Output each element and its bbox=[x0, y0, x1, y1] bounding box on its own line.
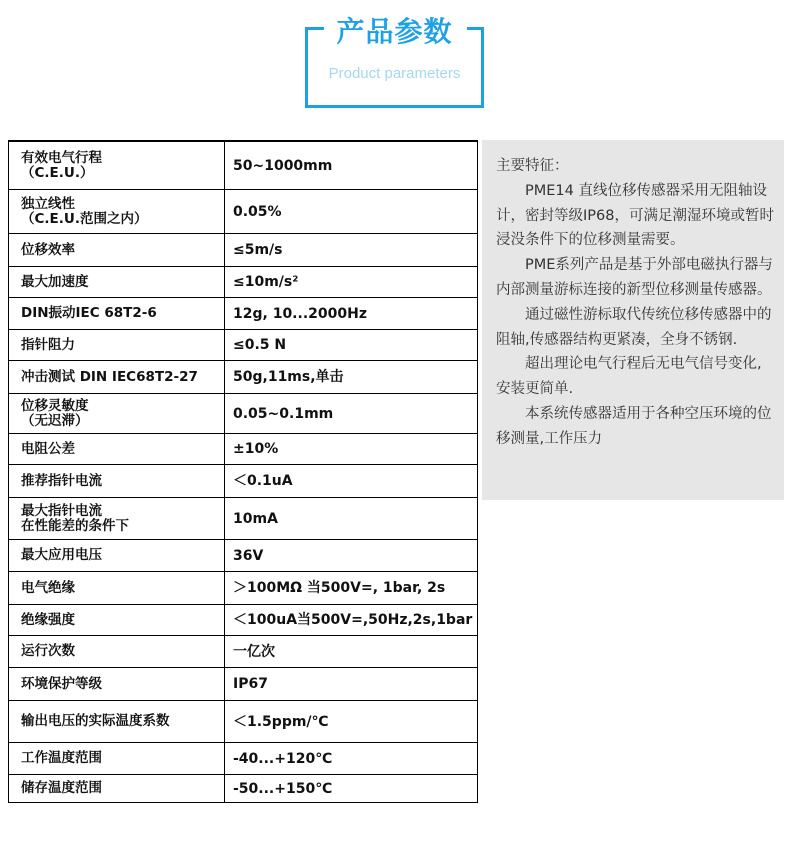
feature-paragraph: 通过磁性游标取代传统位移传感器中的阻轴,传感器结构更紧凑，全身不锈钢. bbox=[496, 306, 772, 348]
spec-label-line: （C.E.U.） bbox=[21, 164, 94, 181]
spec-label-line: （C.E.U.范围之内） bbox=[21, 210, 148, 227]
spec-value: 0.05% bbox=[233, 203, 282, 220]
spec-value: 50~1000mm bbox=[233, 157, 333, 174]
spec-label bbox=[9, 267, 225, 297]
spec-row bbox=[9, 394, 477, 434]
spec-label-line: 电气绝缘 bbox=[21, 579, 75, 596]
spec-label bbox=[9, 361, 225, 393]
spec-label bbox=[9, 636, 225, 667]
spec-label bbox=[9, 668, 225, 700]
page-subtitle: Product parameters bbox=[328, 65, 461, 82]
spec-value: ＜0.1uA bbox=[233, 473, 293, 489]
feature-paragraph: PME系列产品是基于外部电磁执行器与内部测量游标连接的新型位移测量传感器。 bbox=[496, 257, 773, 298]
spec-value: ＜1.5ppm/℃ bbox=[233, 713, 329, 730]
spec-label bbox=[9, 434, 225, 464]
spec-row bbox=[9, 465, 477, 498]
spec-row bbox=[9, 361, 477, 394]
spec-row bbox=[9, 701, 477, 743]
spec-label bbox=[9, 465, 225, 497]
feature-paragraph: 本系统传感器适用于各种空压环境的位移测量,工作压力 bbox=[496, 405, 772, 447]
spec-row bbox=[9, 743, 477, 775]
spec-value: ≤0.5 N bbox=[233, 337, 287, 353]
spec-label-line: 独立线性 bbox=[21, 195, 75, 212]
spec-value: -50...+150℃ bbox=[233, 780, 333, 797]
spec-label bbox=[9, 572, 225, 604]
spec-row bbox=[9, 775, 477, 802]
spec-table bbox=[8, 140, 478, 803]
spec-value: 10mA bbox=[233, 510, 278, 527]
spec-label bbox=[9, 605, 225, 635]
spec-value: -40...+120℃ bbox=[233, 750, 333, 767]
spec-label bbox=[9, 775, 225, 802]
spec-label bbox=[9, 298, 225, 329]
spec-label-line: 输出电压的实际温度系数 bbox=[21, 713, 170, 729]
spec-value: ＜100uA当500V=,50Hz,2s,1bar bbox=[233, 612, 473, 628]
spec-value: ≤5m/s bbox=[233, 242, 283, 258]
spec-row bbox=[9, 234, 477, 267]
features-heading: 主要特征： bbox=[496, 158, 569, 174]
spec-row bbox=[9, 190, 477, 234]
spec-label-line: 位移灵敏度 bbox=[21, 397, 89, 414]
spec-label-line: DIN振动IEC 68T2-6 bbox=[21, 305, 157, 321]
spec-row bbox=[9, 330, 477, 361]
spec-label-line: 运行次数 bbox=[21, 643, 75, 659]
spec-row bbox=[9, 267, 477, 298]
spec-label-line: 指针阻力 bbox=[21, 336, 75, 353]
spec-row bbox=[9, 142, 477, 190]
spec-label bbox=[9, 190, 225, 233]
spec-row bbox=[9, 498, 477, 540]
spec-value: ＞100MΩ 当500V=, 1bar, 2s bbox=[233, 580, 446, 596]
spec-label bbox=[9, 498, 225, 539]
spec-label-line: 绝缘强度 bbox=[21, 611, 75, 628]
spec-label-line: 工作温度范围 bbox=[21, 750, 102, 766]
spec-label-line: 最大指针电流 bbox=[21, 502, 102, 519]
spec-row bbox=[9, 540, 477, 572]
spec-label bbox=[9, 142, 225, 189]
spec-value: 50g,11ms,单击 bbox=[233, 369, 344, 385]
spec-value: 36V bbox=[233, 547, 264, 564]
spec-label bbox=[9, 330, 225, 360]
spec-label-line: 有效电气行程 bbox=[21, 149, 102, 166]
features-panel bbox=[482, 140, 784, 500]
spec-row bbox=[9, 572, 477, 605]
spec-row bbox=[9, 668, 477, 701]
spec-row bbox=[9, 434, 477, 465]
spec-value: ≤10m/s² bbox=[233, 274, 299, 290]
spec-value: 12g, 10...2000Hz bbox=[233, 305, 367, 322]
spec-label bbox=[9, 743, 225, 774]
spec-value: 一亿次 bbox=[233, 643, 275, 660]
spec-label bbox=[9, 394, 225, 433]
feature-paragraph: PME14 直线位移传感器采用无阻轴设计，密封等级IP68，可满足潮湿环境或暂时浸没条件下的位移测量需要。 bbox=[496, 182, 774, 249]
spec-label-line: 储存温度范围 bbox=[21, 780, 102, 796]
spec-value: ±10% bbox=[233, 441, 279, 457]
spec-label bbox=[9, 540, 225, 571]
feature-paragraph: 超出理论电气行程后无电气信号变化,安装更简单. bbox=[496, 356, 762, 398]
spec-row bbox=[9, 636, 477, 668]
spec-label bbox=[9, 701, 225, 742]
spec-label-line: 在性能差的条件下 bbox=[21, 517, 129, 534]
spec-label-line: 电阻公差 bbox=[21, 440, 75, 457]
spec-row bbox=[9, 605, 477, 636]
spec-label-line: 最大应用电压 bbox=[21, 547, 102, 563]
spec-label bbox=[9, 234, 225, 266]
page-title: 产品参数 bbox=[336, 15, 453, 48]
spec-label-line: 冲击测试 DIN IEC68T2-27 bbox=[21, 368, 198, 385]
spec-label-line: 推荐指针电流 bbox=[21, 472, 102, 489]
spec-label-line: （无迟滞） bbox=[21, 412, 89, 429]
spec-label-line: 位移效率 bbox=[21, 241, 75, 258]
spec-value: IP67 bbox=[233, 676, 268, 692]
spec-row bbox=[9, 298, 477, 330]
spec-label-line: 最大加速度 bbox=[21, 273, 89, 290]
spec-label-line: 环境保护等级 bbox=[21, 675, 102, 692]
spec-value: 0.05~0.1mm bbox=[233, 405, 334, 422]
